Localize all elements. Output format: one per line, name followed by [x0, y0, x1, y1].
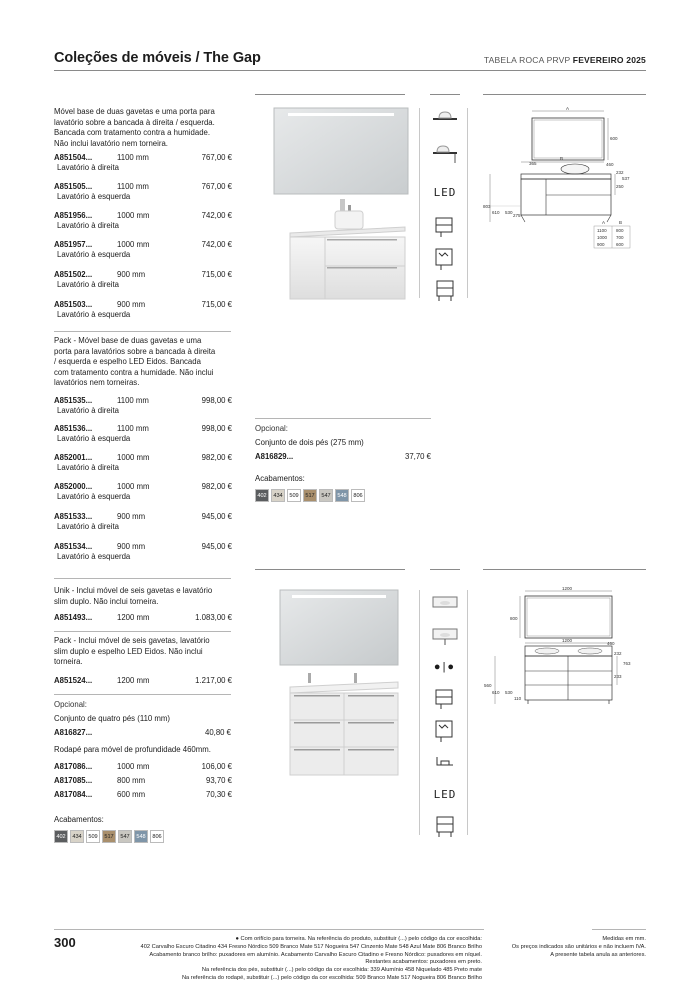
- basin-side: Lavatório à esquerda: [57, 310, 131, 319]
- optional-divider: [255, 418, 431, 419]
- soft-close-drawer-icon: [430, 685, 460, 711]
- finish-swatch-434: 434: [271, 489, 285, 502]
- product-code: A817086...: [54, 762, 93, 771]
- countertop-basin-left-icon: [430, 143, 460, 169]
- product-price: 715,00 €: [201, 300, 232, 309]
- dim-275: 275: [513, 213, 521, 218]
- finish-swatch-434: 434: [70, 830, 84, 843]
- dim-232: 232: [614, 651, 622, 656]
- dim-B: B: [560, 156, 564, 161]
- product-size: 1100 mm: [117, 424, 149, 433]
- table-head-B: B: [619, 220, 623, 225]
- product-price: 982,00 €: [201, 453, 232, 462]
- icon-top-rule: [430, 569, 460, 570]
- moisture-resistant-icon: [430, 717, 460, 743]
- dim-460: 460: [606, 162, 614, 167]
- finish-swatch-806: 806: [150, 830, 164, 843]
- finish-swatch-509: 509: [86, 830, 100, 843]
- finish-swatch-402: 402: [54, 830, 68, 843]
- section2-description: Pack - Móvel base de duas gavetas e uma porta para lavatórios sobre a bancada à direita / esquerda e espelho LED Eidos. Bancada com tratamento contra a humidade. Não inclui lavatórios nem torneiras.: [54, 336, 216, 388]
- page-number: 300: [54, 935, 76, 950]
- rodape-label: Rodapé para móvel de profundidade 460mm.: [54, 745, 211, 754]
- dim-803: 803: [483, 204, 491, 209]
- product-price: 742,00 €: [201, 211, 232, 220]
- footer-divider: [54, 929, 484, 930]
- optional-code: A816829...: [255, 452, 294, 461]
- finish-swatch-547: 547: [118, 830, 132, 843]
- product-price: 998,00 €: [201, 424, 232, 433]
- header-divider: [54, 70, 646, 71]
- dim-530: 530: [505, 690, 513, 695]
- led-mirror-icon: LED: [433, 185, 457, 199]
- product-size: 1100 mm: [117, 182, 149, 191]
- svg-text:600: 600: [616, 242, 624, 247]
- product-size: 900 mm: [117, 300, 146, 309]
- basin-side: Lavatório à direita: [57, 522, 119, 531]
- price-table-label: TABELA ROCA PRVP FEVEREIRO 2025: [483, 55, 646, 65]
- section1-description: Móvel base de duas gavetas e uma porta para lavatório sobre a bancada à direita / esquerda. Bancada com tratamento contra a humidade. Não inclui lavatório nem torneira.: [54, 107, 215, 148]
- table-head-A: A: [602, 220, 606, 225]
- finish-swatch-509: 509: [287, 489, 301, 502]
- product-price: 742,00 €: [201, 240, 232, 249]
- product-code: A851505...: [54, 182, 93, 191]
- dim-610: 610: [492, 210, 500, 215]
- floor-standing-icon: [430, 277, 460, 303]
- product-code: A851502...: [54, 270, 93, 279]
- product-size: 1000 mm: [117, 240, 150, 249]
- footer-divider: [592, 929, 646, 930]
- basin-side: Lavatório à esquerda: [57, 250, 131, 259]
- floor-standing-icon: [430, 813, 460, 839]
- section-divider: [54, 331, 231, 332]
- optional-label: Opcional:: [255, 424, 288, 433]
- svg-text:1100: 1100: [597, 228, 607, 233]
- dim-250: 250: [616, 184, 624, 189]
- product-code: A851535...: [54, 396, 93, 405]
- footer-legal: Medidas em mm. Os preços indicados são unitários e não incluem IVA. A presente tabela anula as anteriores.: [511, 936, 646, 958]
- basin-side: Lavatório à direita: [57, 163, 119, 172]
- basin-side: Lavatório à direita: [57, 406, 119, 415]
- product-size: 900 mm: [117, 512, 146, 521]
- basin-icon: [430, 590, 460, 616]
- basin-side: Lavatório à esquerda: [57, 434, 131, 443]
- dim-233: 233: [614, 674, 622, 679]
- countertop-basin-right-icon: [430, 109, 460, 135]
- dim-110: 110: [514, 696, 522, 701]
- column-separator: [419, 590, 420, 835]
- product-code: A852001...: [54, 453, 93, 462]
- product-size: 1000 mm: [117, 453, 150, 462]
- image-top-rule: [255, 569, 405, 570]
- product-price: 715,00 €: [201, 270, 232, 279]
- finish-swatch-402: 402: [255, 489, 269, 502]
- product-size: 1100 mm: [117, 396, 149, 405]
- product-price: 767,00 €: [201, 153, 232, 162]
- optional-price: 40,80 €: [204, 728, 231, 737]
- product-code: A851503...: [54, 300, 93, 309]
- product-price: 767,00 €: [201, 182, 232, 191]
- product-code: A851504...: [54, 153, 93, 162]
- dim-460: 460: [607, 641, 615, 646]
- dim-232: 232: [616, 170, 624, 175]
- dim-365: 365: [529, 161, 537, 166]
- section-divider: [54, 631, 231, 632]
- basin-side: Lavatório à esquerda: [57, 192, 131, 201]
- product-size: 900 mm: [117, 542, 146, 551]
- section3-description: Unik - Inclui móvel de seis gavetas e lavatório slim duplo. Não inclui torneira.: [54, 586, 213, 606]
- product-price: 982,00 €: [201, 482, 232, 491]
- basin-side: Lavatório à direita: [57, 463, 119, 472]
- product-size: 1100 mm: [117, 153, 149, 162]
- optional-item: Conjunto de dois pés (275 mm): [255, 438, 364, 447]
- product-size: 1000 mm: [117, 762, 150, 771]
- product-price: 945,00 €: [201, 512, 232, 521]
- section-divider: [54, 578, 231, 579]
- product-price: 93,70 €: [205, 776, 232, 785]
- column-separator: [467, 108, 468, 298]
- footer-notes: ● Com orifício para torneira. Na referência do produto, substituir (...) pelo código da cor escolhida: 402 Carvalho Escuro Citadino 434 Fresno Nórdico 509 Branco Mate 517 Nogueira 547 Cinzento Mate 548 Azul Mate 806 Branco Brilho Acabamento branco brilho: puxadores em alumínio. Acabamento Carvalho Escuro Citadino e Fresno Nórdico: puxadores em níquel. Restantes acabamentos: puxadores em preto. Na referência dos pés, substituir (...) pelo código da cor escolhida: 339 Alumínio 458 Niquelado 485 Preto mate Na referência do rodapé, substituir (...) pelo código da cor escolhida: 509 Branco Mate 517 Nogueira 806 Branco Brilho: [140, 936, 482, 981]
- finish-swatch-548: 548: [335, 489, 349, 502]
- column-separator: [467, 590, 468, 835]
- dim-1200-cabinet: 1200: [562, 638, 573, 643]
- product-code: A852000...: [54, 482, 93, 491]
- led-mirror-icon: LED: [433, 787, 457, 801]
- finish-swatch-547: 547: [319, 489, 333, 502]
- product-size: 1000 mm: [117, 211, 150, 220]
- product-code: A851533...: [54, 512, 93, 521]
- svg-text:900: 900: [597, 242, 605, 247]
- dim-560: 560: [484, 683, 492, 688]
- drawing-top-rule: [483, 94, 646, 95]
- finish-swatch-517: 517: [102, 830, 116, 843]
- product-code: A851534...: [54, 542, 93, 551]
- product-price: 70,30 €: [205, 790, 232, 799]
- finish-swatch-548: 548: [134, 830, 148, 843]
- dim-800: 800: [510, 616, 518, 621]
- dim-610: 610: [492, 690, 500, 695]
- finishes-label: Acabamentos:: [255, 474, 305, 483]
- finish-swatches: [54, 830, 164, 843]
- optional-price: 37,70 €: [404, 452, 431, 461]
- image-top-rule: [255, 94, 405, 95]
- basin-side: Lavatório à direita: [57, 280, 119, 289]
- double-tap-hole-icon: ●|●: [433, 661, 457, 673]
- six-drawer-vanity-product-image: [270, 585, 415, 785]
- basin-side: Lavatório à esquerda: [57, 492, 131, 501]
- moisture-resistant-icon: [430, 245, 460, 271]
- product-code: A851957...: [54, 240, 93, 249]
- product-price: 998,00 €: [201, 396, 232, 405]
- optional-item: Conjunto de quatro pés (110 mm): [54, 714, 171, 723]
- dim-1200-top: 1200: [562, 586, 573, 591]
- optional-divider: [54, 694, 231, 695]
- product-price: 945,00 €: [201, 542, 232, 551]
- icon-top-rule: [430, 94, 460, 95]
- svg-text:700: 700: [616, 235, 624, 240]
- optional-label: Opcional:: [54, 700, 87, 709]
- dim-600: 600: [610, 136, 618, 141]
- product-code: A851536...: [54, 424, 93, 433]
- column-separator: [419, 108, 420, 298]
- product-code: A851956...: [54, 211, 93, 220]
- finishes-label: Acabamentos:: [54, 815, 104, 824]
- dim-530: 530: [505, 210, 513, 215]
- page-title: Coleções de móveis / The Gap: [54, 50, 261, 66]
- dim-537: 537: [622, 176, 630, 181]
- product-size: 1000 mm: [117, 482, 150, 491]
- optional-code: A816827...: [54, 728, 93, 737]
- product-size: 600 mm: [117, 790, 146, 799]
- svg-text:800: 800: [616, 228, 624, 233]
- product-size: 900 mm: [117, 270, 146, 279]
- product-price: 106,00 €: [201, 762, 232, 771]
- product-code: A817084...: [54, 790, 93, 799]
- basin-side: Lavatório à direita: [57, 221, 119, 230]
- drawing-top-rule: [483, 569, 646, 570]
- dim-763: 763: [623, 661, 631, 666]
- dim-A-top: A: [566, 106, 570, 111]
- finish-swatch-517: 517: [303, 489, 317, 502]
- soft-close-drawer-icon: [430, 213, 460, 239]
- finish-swatches: [255, 489, 365, 502]
- basin-icon: [430, 622, 460, 648]
- technical-drawing-2: [480, 583, 650, 713]
- basin-side: Lavatório à esquerda: [57, 552, 131, 561]
- product-size: 800 mm: [117, 776, 146, 785]
- technical-drawing-1: [480, 102, 650, 252]
- overflow-icon: [430, 749, 460, 775]
- vanity-mirror-product-image: [270, 103, 415, 308]
- product-code: A817085...: [54, 776, 93, 785]
- section4-description: Pack - Inclui móvel de seis gavetas, lavatório slim duplo e espelho LED Eidos. Não inclui torneira.: [54, 636, 210, 667]
- svg-text:1000: 1000: [597, 235, 608, 240]
- finish-swatch-806: 806: [351, 489, 365, 502]
